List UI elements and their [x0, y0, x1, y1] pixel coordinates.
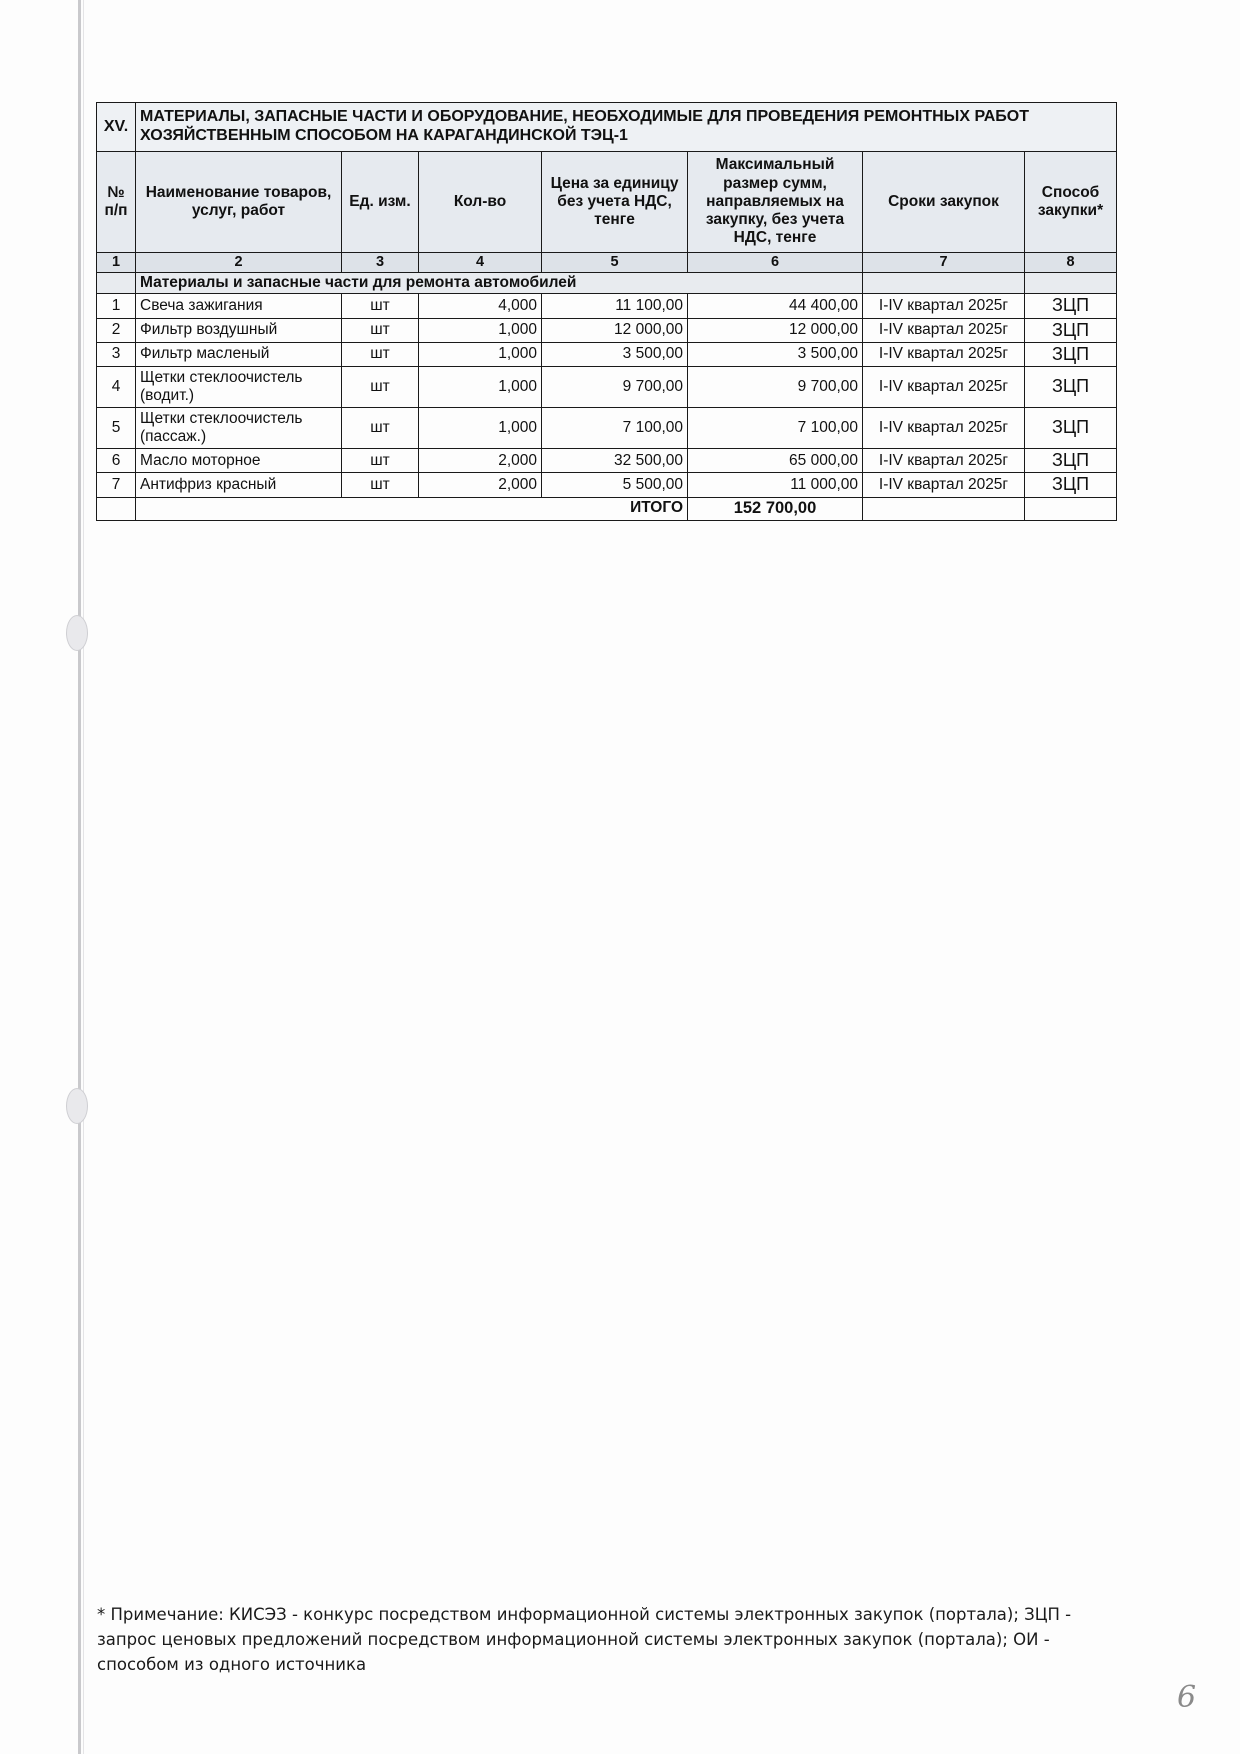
- procurement-period: I-IV квартал 2025г: [863, 318, 1025, 342]
- unit: шт: [342, 294, 419, 318]
- procurement-period: I-IV квартал 2025г: [863, 342, 1025, 366]
- item-name: Щетки стеклоочистель (водит.): [136, 367, 342, 408]
- total-amount: 152 700,00: [688, 497, 863, 520]
- procurement-method: ЗЦП: [1025, 367, 1117, 408]
- unit: шт: [342, 449, 419, 473]
- row-number: 2: [97, 318, 136, 342]
- col-number: 5: [542, 253, 688, 273]
- table-row: [97, 408, 1117, 449]
- section-number: XV.: [97, 103, 136, 152]
- group-title: Материалы и запасные части для ремонта автомобилей: [136, 273, 863, 294]
- table-row: [97, 449, 1117, 473]
- col-header-period: Сроки закупок: [863, 152, 1025, 253]
- row-number: 3: [97, 342, 136, 366]
- unit-price: 7 100,00: [542, 408, 688, 449]
- unit-price: 3 500,00: [542, 342, 688, 366]
- total-spacer: [97, 497, 136, 520]
- max-amount: 11 000,00: [688, 473, 863, 497]
- unit-price: 9 700,00: [542, 367, 688, 408]
- unit: шт: [342, 408, 419, 449]
- quantity: 1,000: [419, 318, 542, 342]
- procurement-method: ЗЦП: [1025, 318, 1117, 342]
- column-header-row: [97, 152, 1117, 253]
- procurement-period: I-IV квартал 2025г: [863, 294, 1025, 318]
- unit: шт: [342, 318, 419, 342]
- col-header-unit: Ед. изм.: [342, 152, 419, 253]
- row-number: 1: [97, 294, 136, 318]
- max-amount: 9 700,00: [688, 367, 863, 408]
- group-spacer: [1025, 273, 1117, 294]
- max-amount: 3 500,00: [688, 342, 863, 366]
- procurement-method: ЗЦП: [1025, 449, 1117, 473]
- unit-price: 12 000,00: [542, 318, 688, 342]
- quantity: 2,000: [419, 473, 542, 497]
- table-row: [97, 318, 1117, 342]
- row-number: 6: [97, 449, 136, 473]
- row-number: 4: [97, 367, 136, 408]
- col-number: 4: [419, 253, 542, 273]
- col-number: 2: [136, 253, 342, 273]
- section-header-row: [97, 103, 1117, 152]
- procurement-method: ЗЦП: [1025, 294, 1117, 318]
- col-header-amount: Максимальный размер сумм, направляемых на закупку, без учета НДС, тенге: [688, 152, 863, 253]
- item-name: Свеча зажигания: [136, 294, 342, 318]
- procurement-method: ЗЦП: [1025, 408, 1117, 449]
- unit-price: 32 500,00: [542, 449, 688, 473]
- quantity: 4,000: [419, 294, 542, 318]
- item-name: Фильтр масленый: [136, 342, 342, 366]
- item-name: Фильтр воздушный: [136, 318, 342, 342]
- col-number: 6: [688, 253, 863, 273]
- section-title: МАТЕРИАЛЫ, ЗАПАСНЫЕ ЧАСТИ И ОБОРУДОВАНИЕ, НЕОБХОДИМЫЕ ДЛЯ ПРОВЕДЕНИЯ РЕМОНТНЫХ РАБОТ ХОЗЯЙСТВЕННЫМ СПОСОБОМ НА КАРАГАНДИНСКОЙ ТЭЦ-1: [136, 103, 1117, 152]
- quantity: 1,000: [419, 408, 542, 449]
- row-number: 7: [97, 473, 136, 497]
- footnote: * Примечание: КИСЭЗ - конкурс посредством информационной системы электронных закупок (портала); ЗЦП - запрос ценовых предложений посредством информационной системы электронных закупок (портала); ОИ - способом из одного источника: [97, 1605, 1072, 1674]
- item-name: Масло моторное: [136, 449, 342, 473]
- procurement-period: I-IV квартал 2025г: [863, 473, 1025, 497]
- procurement-period: I-IV квартал 2025г: [863, 449, 1025, 473]
- procurement-table: [96, 102, 1117, 521]
- group-row: [97, 273, 1117, 294]
- col-header-price: Цена за единицу без учета НДС, тенге: [542, 152, 688, 253]
- max-amount: 44 400,00: [688, 294, 863, 318]
- unit: шт: [342, 342, 419, 366]
- total-spacer: [863, 497, 1025, 520]
- col-header-qty: Кол-во: [419, 152, 542, 253]
- punch-hole-bottom: [66, 1088, 88, 1124]
- unit-price: 5 500,00: [542, 473, 688, 497]
- procurement-period: I-IV квартал 2025г: [863, 367, 1025, 408]
- item-name: Щетки стеклоочистель (пассаж.): [136, 408, 342, 449]
- procurement-method: ЗЦП: [1025, 342, 1117, 366]
- quantity: 1,000: [419, 367, 542, 408]
- quantity: 1,000: [419, 342, 542, 366]
- procurement-method: ЗЦП: [1025, 473, 1117, 497]
- total-label: ИТОГО: [136, 497, 688, 520]
- table-row: [97, 342, 1117, 366]
- max-amount: 65 000,00: [688, 449, 863, 473]
- total-spacer: [1025, 497, 1117, 520]
- col-number: 1: [97, 253, 136, 273]
- unit: шт: [342, 473, 419, 497]
- punch-hole-top: [66, 615, 88, 651]
- col-number: 8: [1025, 253, 1117, 273]
- col-header-method: Способ закупки*: [1025, 152, 1117, 253]
- table-row: [97, 294, 1117, 318]
- col-header-number: № п/п: [97, 152, 136, 253]
- unit: шт: [342, 367, 419, 408]
- col-header-name: Наименование товаров, услуг, работ: [136, 152, 342, 253]
- group-spacer: [97, 273, 136, 294]
- max-amount: 12 000,00: [688, 318, 863, 342]
- group-spacer: [863, 273, 1025, 294]
- procurement-period: I-IV квартал 2025г: [863, 408, 1025, 449]
- binding-edge-shadow: [83, 0, 84, 1754]
- col-number: 7: [863, 253, 1025, 273]
- page-number: 6: [1177, 1680, 1197, 1715]
- max-amount: 7 100,00: [688, 408, 863, 449]
- total-row: [97, 497, 1117, 520]
- column-number-row: [97, 253, 1117, 273]
- unit-price: 11 100,00: [542, 294, 688, 318]
- table-row: [97, 473, 1117, 497]
- col-number: 3: [342, 253, 419, 273]
- quantity: 2,000: [419, 449, 542, 473]
- row-number: 5: [97, 408, 136, 449]
- binding-edge: [78, 0, 81, 1754]
- table-row: [97, 367, 1117, 408]
- item-name: Антифриз красный: [136, 473, 342, 497]
